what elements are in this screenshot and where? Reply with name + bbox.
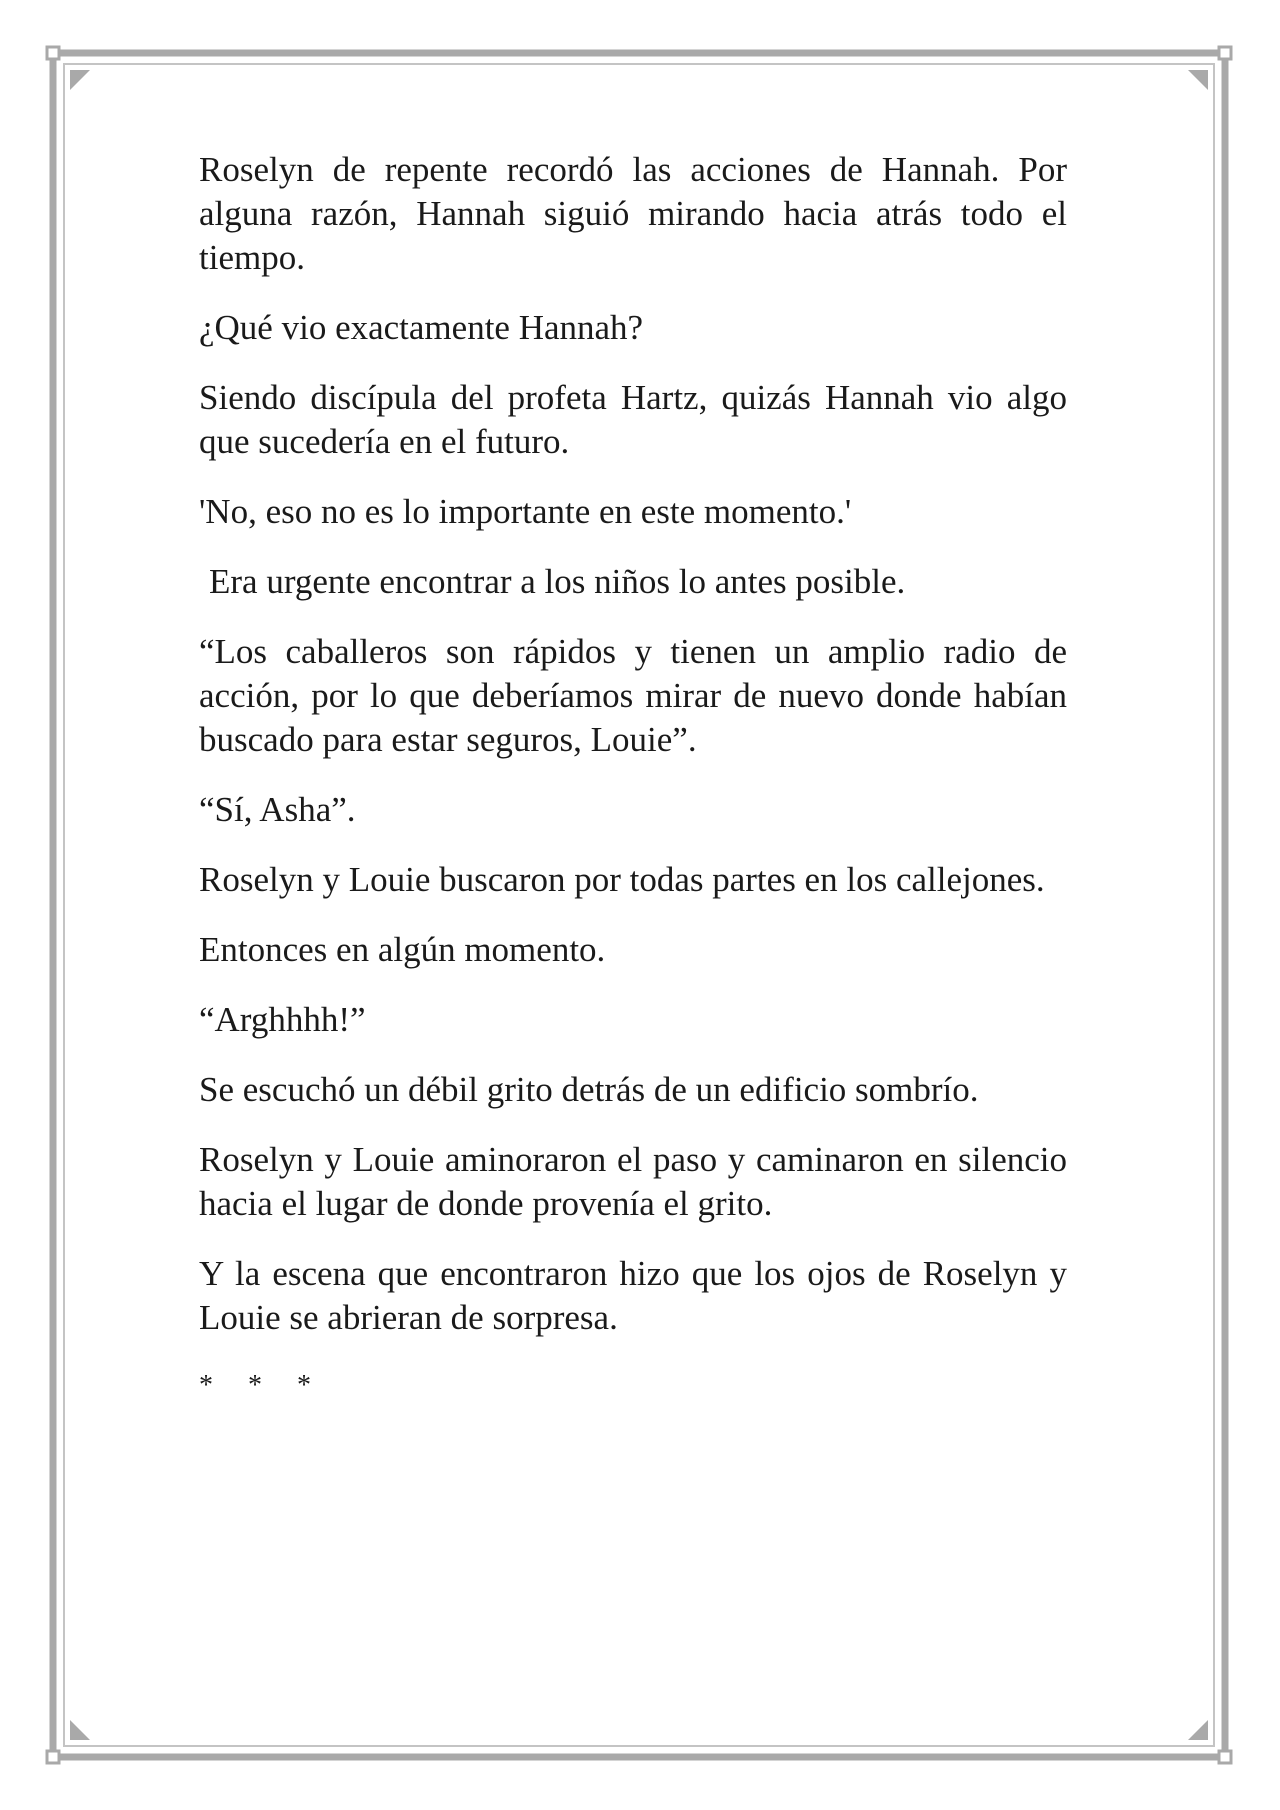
paragraph: Se escuchó un débil grito detrás de un edificio sombrío. xyxy=(199,1070,979,1109)
paragraph: Entonces en algún momento. xyxy=(199,930,606,969)
paragraph: Y la escena que encontraron hizo que los ojos de Roselyn y Louie se abrieran de sorpresa. xyxy=(199,1254,1067,1337)
paragraph: Roselyn de repente recordó las acciones de Hannah. Por alguna razón, Hannah siguió mirando hacia atrás todo el tiempo. xyxy=(199,150,1067,277)
scene-break: * * * xyxy=(199,1370,325,1401)
paragraph: Roselyn y Louie aminoraron el paso y caminaron en silencio hacia el lugar de donde provenía el grito. xyxy=(199,1140,1067,1223)
paragraph: Siendo discípula del profeta Hartz, quizás Hannah vio algo que sucedería en el futuro. xyxy=(199,378,1067,461)
paragraph: ¿Qué vio exactamente Hannah? xyxy=(199,308,644,347)
paragraph: 'No, eso no es lo importante en este momento.' xyxy=(199,492,852,531)
paragraph: Era urgente encontrar a los niños lo antes posible. xyxy=(209,562,906,601)
document-body xyxy=(199,148,1067,1406)
paragraph: “Sí, Asha”. xyxy=(199,790,356,829)
paragraph: “Los caballeros son rápidos y tienen un amplio radio de acción, por lo que deberíamos mirar de nuevo donde habían buscado para estar seguros, Louie”. xyxy=(199,632,1067,759)
paragraph: “Arghhhh!” xyxy=(199,1000,366,1039)
paragraph: Roselyn y Louie buscaron por todas partes en los callejones. xyxy=(199,860,1045,899)
